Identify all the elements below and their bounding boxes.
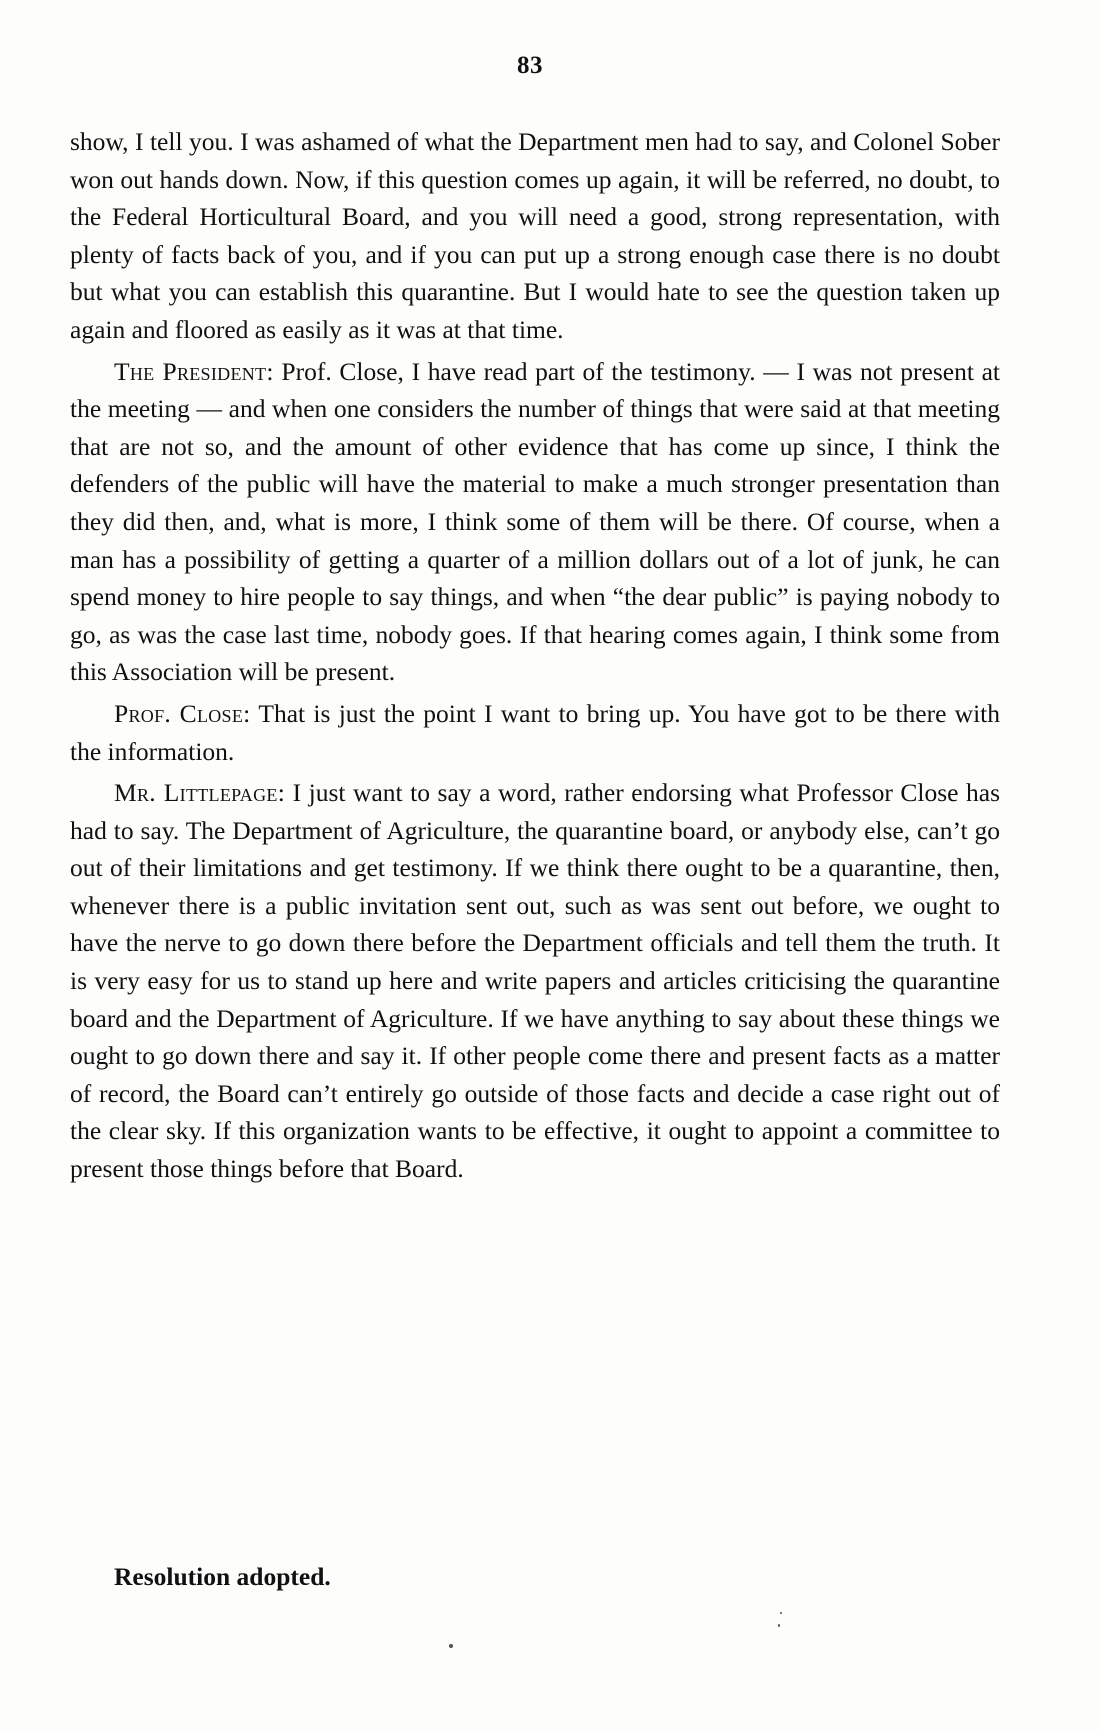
- paragraph-text: That is just the point I want to bring up. You have got to be there with the information.: [70, 698, 1000, 766]
- scan-speck: [449, 1644, 453, 1648]
- paragraph-text: I just want to say a word, rather endorsing what Professor Close has had to say. The Department of Agriculture, the quarantine board, or anybody else, can’t go out of their limitations and get testimony. If we think there ought to be a quarantine, then, whenever there is a public invitation sent out, such as was sent out before, we ought to have the nerve to go down there before the Department officials and tell them the truth. It is very easy for us to stand up here and write papers and articles criticising the quarantine board and the Department of Agriculture. If we have anything to say about these things we ought to go down there and say it. If other people come there and present facts as a matter of record, the Board can’t entirely go outside of those facts and decide a case right out of the clear sky. If this organization wants to be effective, it ought to appoint a committee to present those things before that Board.: [70, 778, 1000, 1184]
- speaker-label: Prof. Close:: [114, 698, 251, 728]
- scan-speck: [778, 1624, 780, 1627]
- paragraph-prof-close: [70, 695, 1000, 770]
- paragraph-president: [70, 353, 1000, 691]
- body-text: [70, 123, 1000, 1192]
- paragraph-continuation: [70, 123, 1000, 349]
- speaker-label: The President:: [114, 356, 274, 386]
- scan-speck: [780, 1612, 782, 1614]
- paragraph-text: show, I tell you. I was ashamed of what the Department men had to say, and Colonel Sober won out hands down. Now, if this question comes up again, it will be referred, no doubt, to the Federal Horticultural Board, and you will need a good, strong representation, with plenty of facts back of you, and if you can put up a strong enough case there is no doubt but what you can establish this quarantine. But I would hate to see the question taken up again and floored as easily as it was at that time.: [70, 127, 1000, 344]
- paragraph-text: Prof. Close, I have read part of the testimony. — I was not present at the meeting — and when one considers the number of things that were said at that meeting that are not so, and the amount of other evidence that has come up since, I think the defenders of the public will have the material to make a much stronger presentation than they did then, and, what is more, I think some of them will be there. Of course, when a man has a possibility of getting a quarter of a million dollars out of a lot of junk, he can spend money to hire people to say things, and when “the dear public” is paying nobody to go, as was the case last time, nobody goes. If that hearing comes again, I think some from this Association will be present.: [70, 356, 1001, 687]
- resolution-note: Resolution adopted.: [114, 1562, 331, 1591]
- page-number: 83: [517, 52, 543, 79]
- paragraph-littlepage: [70, 774, 1000, 1188]
- speaker-label: Mr. Littlepage:: [114, 778, 286, 808]
